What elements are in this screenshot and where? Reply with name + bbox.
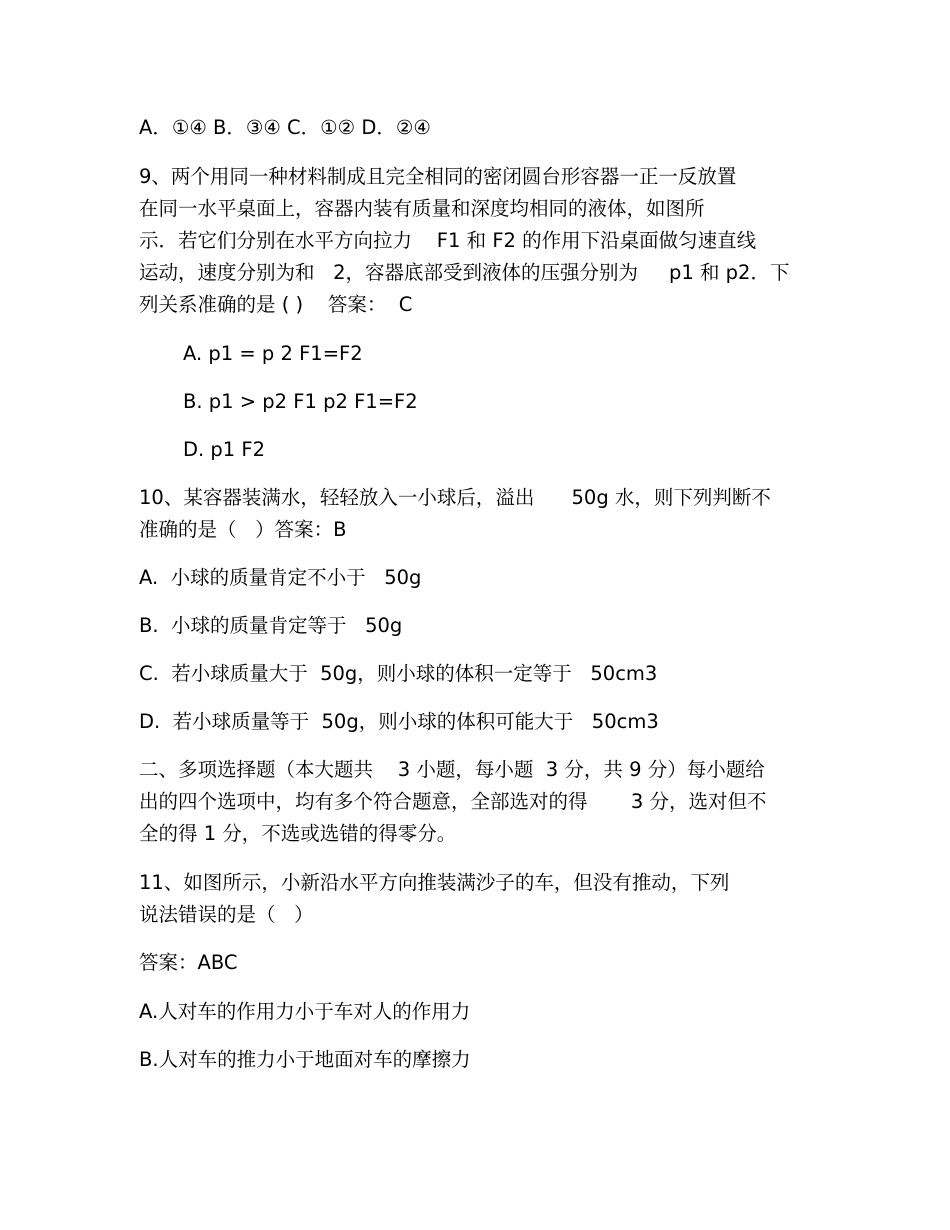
q9-stem-line-2: 在同一水平桌面上，容器内装有质量和深度均相同的液体，如图所 (139, 197, 705, 220)
section2-line-3: 全的得 1 分，不选或选错的得零分。 (139, 822, 457, 845)
q9-stem-line-1: 9、两个用同一种材料制成且完全相同的密闭圆台形容器一正一反放置 (139, 165, 737, 188)
q10-stem-line-2: 准确的是（ ）答案：B (139, 518, 347, 541)
q10-option-b: B. 小球的质量肯定等于 50g (139, 614, 403, 637)
q9-option-d: D. p1 F2 (183, 438, 266, 461)
q10-option-d: D. 若小球质量等于 50g，则小球的体积可能大于 50cm3 (139, 710, 659, 733)
q11-option-b: B.人对车的推力小于地面对车的摩擦力 (139, 1048, 471, 1071)
q8-options: A．①④ B．③④ C．①② D．②④ (139, 116, 431, 139)
q9-stem-line-5: 列关系准确的是 ( ) 答案： C (139, 293, 413, 316)
section2-line-1: 二、多项选择题（本大题共 3 小题，每小题 3 分，共 9 分）每小题给 (139, 758, 765, 781)
q9-option-a: A. p1 = p 2 F1=F2 (183, 342, 363, 365)
section2-line-2: 出的四个选项中，均有多个符合题意，全部选对的得 3 分，选对但不 (139, 790, 767, 813)
q11-answer: 答案：ABC (139, 951, 238, 974)
q9-stem-line-3: 示．若它们分别在水平方向拉力 F1 和 F2 的作用下沿桌面做匀速直线 (139, 229, 757, 252)
q9-option-b: B. p1 > p2 F1 p2 F1=F2 (183, 390, 418, 413)
q11-option-a: A.人对车的作用力小于车对人的作用力 (139, 1000, 471, 1023)
q10-option-a: A. 小球的质量肯定不小于 50g (139, 566, 422, 589)
q10-stem-line-1: 10、某容器装满水，轻轻放入一小球后，溢出 50g 水，则下列判断不 (139, 486, 771, 509)
q11-stem-line-1: 11、如图所示，小新沿水平方向推装满沙子的车，但没有推动，下列 (139, 871, 730, 894)
q11-stem-line-2: 说法错误的是（ ） (139, 903, 314, 926)
q10-option-c: C. 若小球质量大于 50g，则小球的体积一定等于 50cm3 (139, 662, 658, 685)
q9-stem-line-4: 运动，速度分别为和 2，容器底部受到液体的压强分别为 p1 和 p2．下 (139, 261, 790, 284)
